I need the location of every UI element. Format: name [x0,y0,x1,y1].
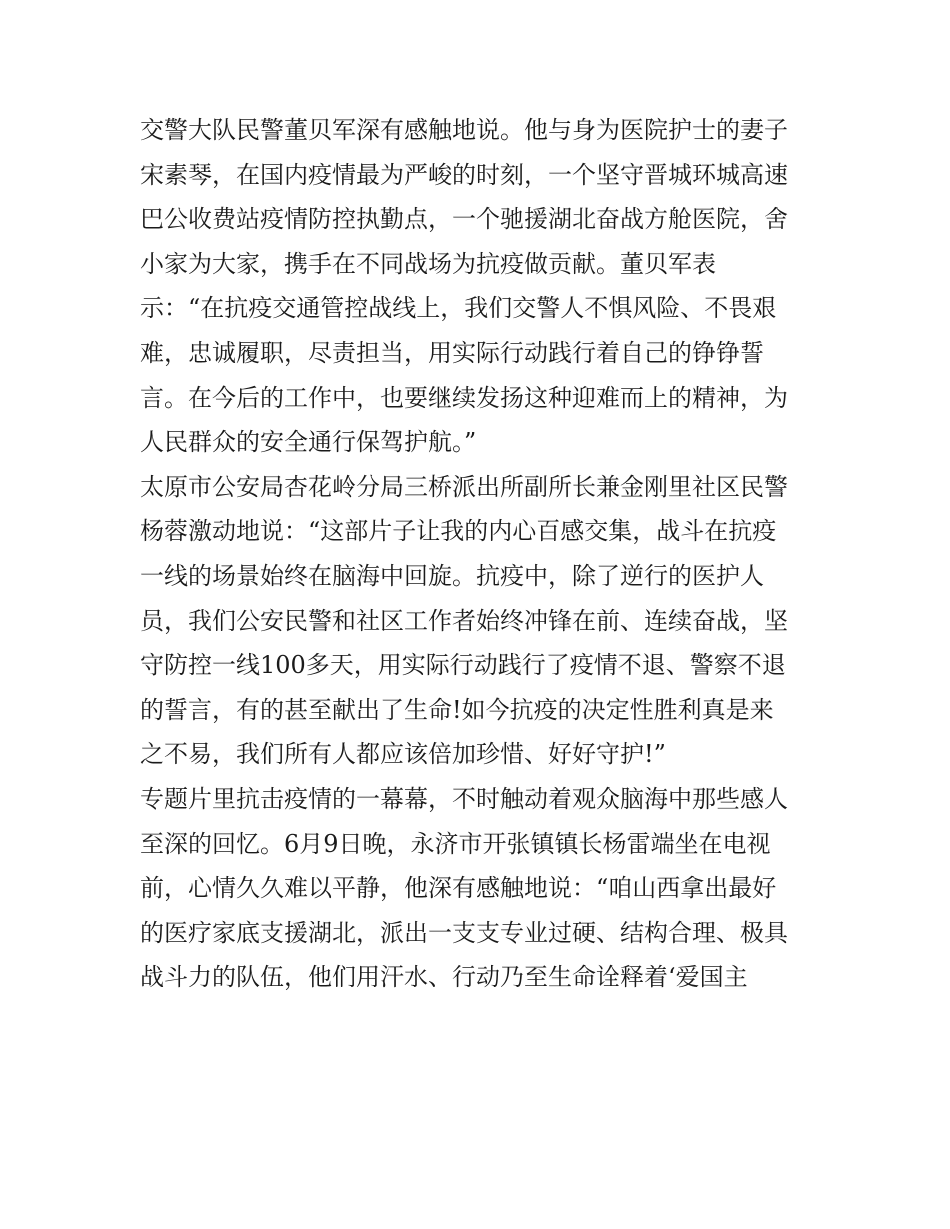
text-line: 专题片里抗击疫情的一幕幕，不时触动着观众脑海中那些感人 [140,784,788,813]
text-line: 前，心情久久难以平静，他深有感触地说：“咱山西拿出最好 [140,874,777,903]
text-line: 难，忠诚履职，尽责担当，用实际行动践行着自己的铮铮誓 [140,338,764,367]
text-line: 示：“在抗疫交通管控战线上，我们交警人不惧风险、不畏艰 [140,294,777,323]
document-body [140,108,820,1000]
text-line: 人民群众的安全通行保驾护航。” [140,428,477,457]
text-line: 战斗力的队伍，他们用汗水、行动乃至生命诠释着‘爱国主 [140,963,748,992]
text-line: 太原市公安局杏花岭分局三桥派出所副所长兼金刚里社区民警 [140,472,788,501]
text-line: 守防控一线100多天，用实际行动践行了疫情不退、警察不退 [140,651,786,680]
text-line: 至深的回忆。6月9日晚，永济市开张镇镇长杨雷端坐在电视 [140,829,771,858]
text-line: 之不易，我们所有人都应该倍加珍惜、好好守护!” [140,740,666,769]
text-line: 言。在今后的工作中，也要继续发扬这种迎难而上的精神，为 [140,383,788,412]
text-line: 交警大队民警董贝军深有感触地说。他与身为医院护士的妻子 [140,116,788,144]
text-line: 的誓言，有的甚至献出了生命!如今抗疫的决定性胜利真是来 [140,695,774,724]
text-line: 小家为大家，携手在不同战场为抗疫做贡献。董贝军表 [140,249,716,278]
text-line: 巴公收费站疫情防控执勤点，一个驰援湖北奋战方舱医院，舍 [140,205,788,234]
text-line: 的医疗家底支援湖北，派出一支支专业过硬、结构合理、极具 [140,918,788,947]
text-line: 杨蓉激动地说：“这部片子让我的内心百感交集，战斗在抗疫 [140,517,777,546]
text-line: 员，我们公安民警和社区工作者始终冲锋在前、连续奋战，坚 [140,606,788,635]
text-line: 宋素琴，在国内疫情最为严峻的时刻，一个坚守晋城环城高速 [140,160,788,189]
text-line: 一线的场景始终在脑海中回旋。抗疫中，除了逆行的医护人 [140,561,764,590]
